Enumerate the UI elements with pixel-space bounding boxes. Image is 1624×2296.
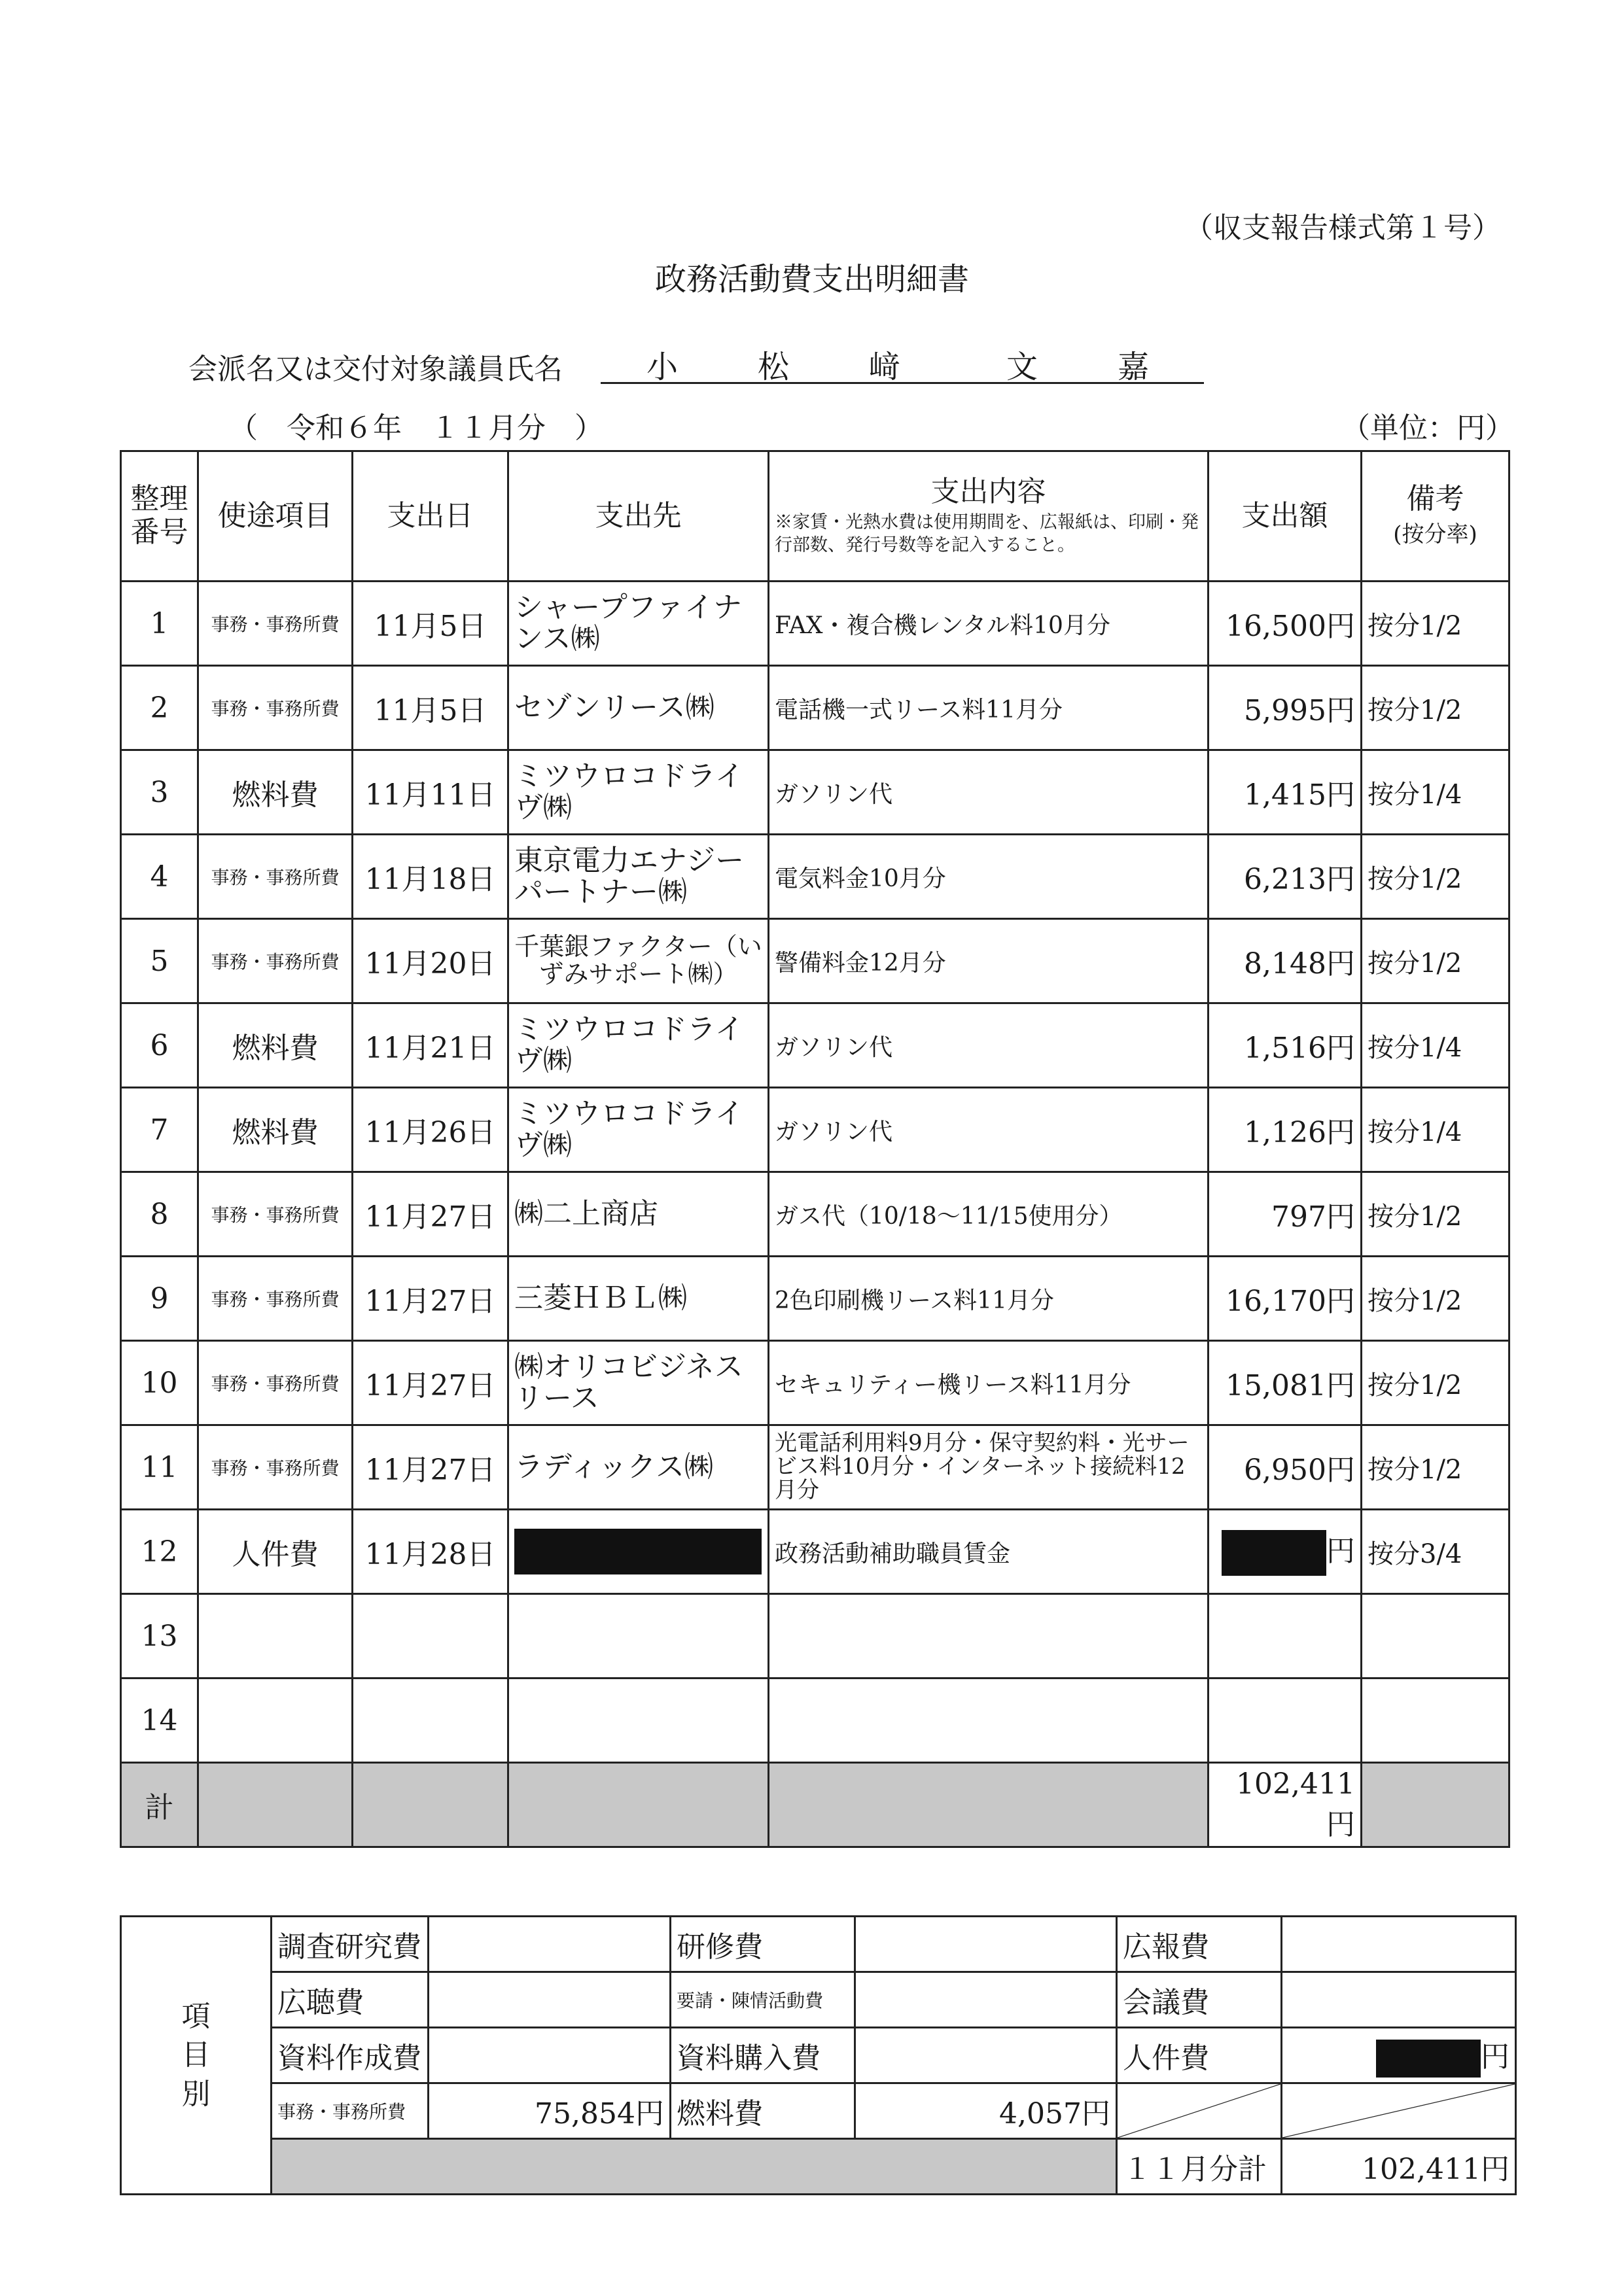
row-number: 2 [121,666,198,750]
total-blank [353,1763,508,1847]
row-remarks: 按分1/2 [1362,835,1509,919]
table-row [121,1425,1509,1510]
redaction-block [1222,1530,1326,1576]
cat-training-value [855,1917,1117,1972]
row-purpose: 事務・事務所費 [198,835,353,919]
row-date: 11月5日 [353,582,508,666]
row-number: 11 [121,1425,198,1510]
cat-fuel-label: 燃料費 [671,2083,855,2139]
row-payee [508,1594,769,1679]
row-remarks: 按分1/2 [1362,582,1509,666]
remarks-header-sub: (按分率) [1393,521,1477,548]
side-char: 別 [181,2077,211,2111]
row-remarks: 按分1/4 [1362,750,1509,835]
row-number: 1 [121,582,198,666]
row-date: 11月21日 [353,1003,508,1088]
row-date [353,1594,508,1679]
table-row [121,750,1509,835]
table-row [121,1088,1509,1172]
col-header-payee: 支出先 [508,451,769,582]
table-row [121,1679,1509,1763]
cat-materials-purchase-label: 資料購入費 [671,2028,855,2083]
row-remarks [1362,1594,1509,1679]
row-amount: 1,415円 [1209,750,1362,835]
row-remarks: 按分1/2 [1362,1172,1509,1257]
row-amount: 797円 [1209,1172,1362,1257]
row-remarks: 按分1/2 [1362,1425,1509,1510]
diagonal-line [1282,2084,1515,2138]
cat-research-value [429,1917,671,1972]
member-name-char: 松 [758,349,790,385]
row-purpose: 事務・事務所費 [198,1257,353,1341]
row-number: 5 [121,919,198,1003]
row-amount [1209,1679,1362,1763]
diagonal-cell [1282,2083,1516,2139]
expenditure-table [120,450,1510,1848]
row-remarks: 按分1/2 [1362,919,1509,1003]
table-row [121,666,1509,750]
row-payee: 三菱ＨＢＬ㈱ [508,1257,769,1341]
row-amount: 16,170円 [1209,1257,1362,1341]
cat-office-label: 事務・事務所費 [272,2083,429,2139]
row-payee: シャープファイナンス㈱ [508,582,769,666]
total-label: 計 [121,1763,198,1847]
row-content: 光電話利用料9月分・保守契約料・光サービス料10月分・インターネット接続料12月分 [769,1425,1209,1510]
row-date: 11月28日 [353,1510,508,1594]
cat-pr-value [1282,1917,1516,1972]
row-remarks: 按分1/4 [1362,1003,1509,1088]
cat-personnel-label: 人件費 [1117,2028,1282,2083]
category-summary-table [120,1915,1517,2195]
cat-materials-creation-value [429,2028,671,2083]
row-purpose: 事務・事務所費 [198,919,353,1003]
col-header-no: 整理番号 [121,451,198,582]
row-content [769,1594,1209,1679]
row-number: 9 [121,1257,198,1341]
row-purpose: 燃料費 [198,750,353,835]
row-amount: 8,148円 [1209,919,1362,1003]
row-purpose: 燃料費 [198,1003,353,1088]
table-row [121,1510,1509,1594]
row-purpose: 燃料費 [198,1088,353,1172]
cat-pr-label: 広報費 [1117,1917,1282,1972]
row-purpose [198,1679,353,1763]
row-amount: 15,081円 [1209,1341,1362,1425]
table-row [121,919,1509,1003]
row-amount-unit: 円 [1326,1534,1355,1568]
cat-petition-label: 要請・陳情活動費 [671,1972,855,2028]
report-period: （ 令和６年 １１月分 ） [229,411,603,445]
row-payee [508,1679,769,1763]
cat-hearing-label: 広聴費 [272,1972,429,2028]
row-purpose: 事務・事務所費 [198,666,353,750]
row-content: 警備料金12月分 [769,919,1209,1003]
cat-meeting-label: 会議費 [1117,1972,1282,2028]
row-purpose [198,1594,353,1679]
member-name-char: 文 [1006,349,1038,385]
cat-materials-purchase-value [855,2028,1117,2083]
table-header [121,451,1509,582]
remarks-header-label: 備考 [1406,482,1464,516]
row-content [769,1679,1209,1763]
member-label: 会派名又は交付対象議員氏名 [188,353,563,386]
table-row [121,1257,1509,1341]
row-remarks: 按分1/2 [1362,1257,1509,1341]
month-total-label: １１月分計 [1117,2139,1282,2195]
row-payee: ミツウロコドライヴ㈱ [508,750,769,835]
content-header-note: ※家賃・光熱水費は使用期間を、広報紙は、印刷・発行部数、発行号数等を記入すること。 [775,512,1199,556]
row-purpose: 人件費 [198,1510,353,1594]
row-number: 8 [121,1172,198,1257]
cat-materials-creation-label: 資料作成費 [272,2028,429,2083]
cat-meeting-value [1282,1972,1516,2028]
unit-label: （単位：円） [1341,411,1514,445]
col-header-date: 支出日 [353,451,508,582]
cat-fuel-value: 4,057円 [855,2083,1117,2139]
table-row [121,582,1509,666]
table-row [121,1003,1509,1088]
month-total-value: 102,411円 [1282,2139,1516,2195]
row-amount [1209,1594,1362,1679]
row-remarks: 按分1/4 [1362,1088,1509,1172]
row-date: 11月20日 [353,919,508,1003]
total-blank [198,1763,353,1847]
total-row [121,1763,1509,1847]
row-remarks: 按分3/4 [1362,1510,1509,1594]
row-date: 11月27日 [353,1172,508,1257]
row-purpose: 事務・事務所費 [198,1341,353,1425]
form-number: （収支報告様式第１号） [1184,211,1501,245]
content-header-label: 支出内容 [930,474,1046,508]
row-number: 13 [121,1594,198,1679]
cat-petition-value [855,1972,1117,2028]
row-date: 11月26日 [353,1088,508,1172]
row-content: 電話機一式リース料11月分 [769,666,1209,750]
row-payee: セゾンリース㈱ [508,666,769,750]
total-blank [1362,1763,1509,1847]
row-date: 11月27日 [353,1425,508,1510]
side-char: 項 [181,1999,211,2033]
row-number: 6 [121,1003,198,1088]
table-row [121,835,1509,919]
row-amount: 1,516円 [1209,1003,1362,1088]
row-amount: 1,126円 [1209,1088,1362,1172]
row-number: 4 [121,835,198,919]
row-content: FAX・複合機レンタル料10月分 [769,582,1209,666]
row-purpose: 事務・事務所費 [198,1172,353,1257]
total-blank [769,1763,1209,1847]
table-row [121,1172,1509,1257]
cat-hearing-value [429,1972,671,2028]
row-payee: ラディックス㈱ [508,1425,769,1510]
row-content: 政務活動補助職員賃金 [769,1510,1209,1594]
row-content: セキュリティー機リース料11月分 [769,1341,1209,1425]
redaction-block [1376,2040,1481,2078]
total-blank [508,1763,769,1847]
row-amount: 16,500円 [1209,582,1362,666]
total-amount: 102,411円 [1209,1763,1362,1847]
row-number: 10 [121,1341,198,1425]
row-number: 12 [121,1510,198,1594]
cat-research-label: 調査研究費 [272,1917,429,1972]
row-number: 14 [121,1679,198,1763]
cat-training-label: 研修費 [671,1917,855,1972]
row-content: ガソリン代 [769,1003,1209,1088]
category-side-label [121,1917,272,2195]
side-char: 目 [181,2038,211,2072]
row-date: 11月18日 [353,835,508,919]
cat-personnel-value [1282,2028,1516,2083]
row-content: 2色印刷機リース料11月分 [769,1257,1209,1341]
cat-personnel-unit: 円 [1481,2040,1509,2074]
row-content: 電気料金10月分 [769,835,1209,919]
row-remarks: 按分1/2 [1362,666,1509,750]
grey-blank [272,2139,1117,2195]
row-amount: 6,213円 [1209,835,1362,919]
table-row [121,1594,1509,1679]
member-name-char: 﨑 [869,349,901,385]
diagonal-cell [1117,2083,1282,2139]
col-header-amount: 支出額 [1209,451,1362,582]
row-date: 11月5日 [353,666,508,750]
row-amount: 6,950円 [1209,1425,1362,1510]
row-payee [508,1510,769,1594]
cat-office-value: 75,854円 [429,2083,671,2139]
redaction-block [514,1529,762,1574]
row-date: 11月11日 [353,750,508,835]
row-number: 7 [121,1088,198,1172]
col-header-purpose: 使途項目 [198,451,353,582]
row-payee: ミツウロコドライヴ㈱ [508,1088,769,1172]
row-amount [1209,1510,1362,1594]
row-payee: 千葉銀ファクター（いずみサポート㈱） [508,919,769,1003]
row-content: ガソリン代 [769,750,1209,835]
row-purpose: 事務・事務所費 [198,582,353,666]
row-remarks [1362,1679,1509,1763]
row-payee: ミツウロコドライヴ㈱ [508,1003,769,1088]
member-name [601,341,1204,384]
row-remarks: 按分1/2 [1362,1341,1509,1425]
col-header-remarks [1362,451,1509,582]
diagonal-line [1118,2084,1280,2138]
row-amount: 5,995円 [1209,666,1362,750]
row-payee: ㈱オリコビジネスリース [508,1341,769,1425]
row-payee: ㈱二上商店 [508,1172,769,1257]
row-date [353,1679,508,1763]
document-title: 政務活動費支出明細書 [654,261,969,298]
row-content: ガソリン代 [769,1088,1209,1172]
member-name-char: 小 [646,349,679,385]
row-content: ガス代（10/18～11/15使用分） [769,1172,1209,1257]
row-purpose: 事務・事務所費 [198,1425,353,1510]
row-payee: 東京電力エナジーパートナー㈱ [508,835,769,919]
row-date: 11月27日 [353,1257,508,1341]
row-date: 11月27日 [353,1341,508,1425]
col-header-content [769,451,1209,582]
table-row [121,1341,1509,1425]
row-number: 3 [121,750,198,835]
member-name-char: 嘉 [1118,349,1150,385]
